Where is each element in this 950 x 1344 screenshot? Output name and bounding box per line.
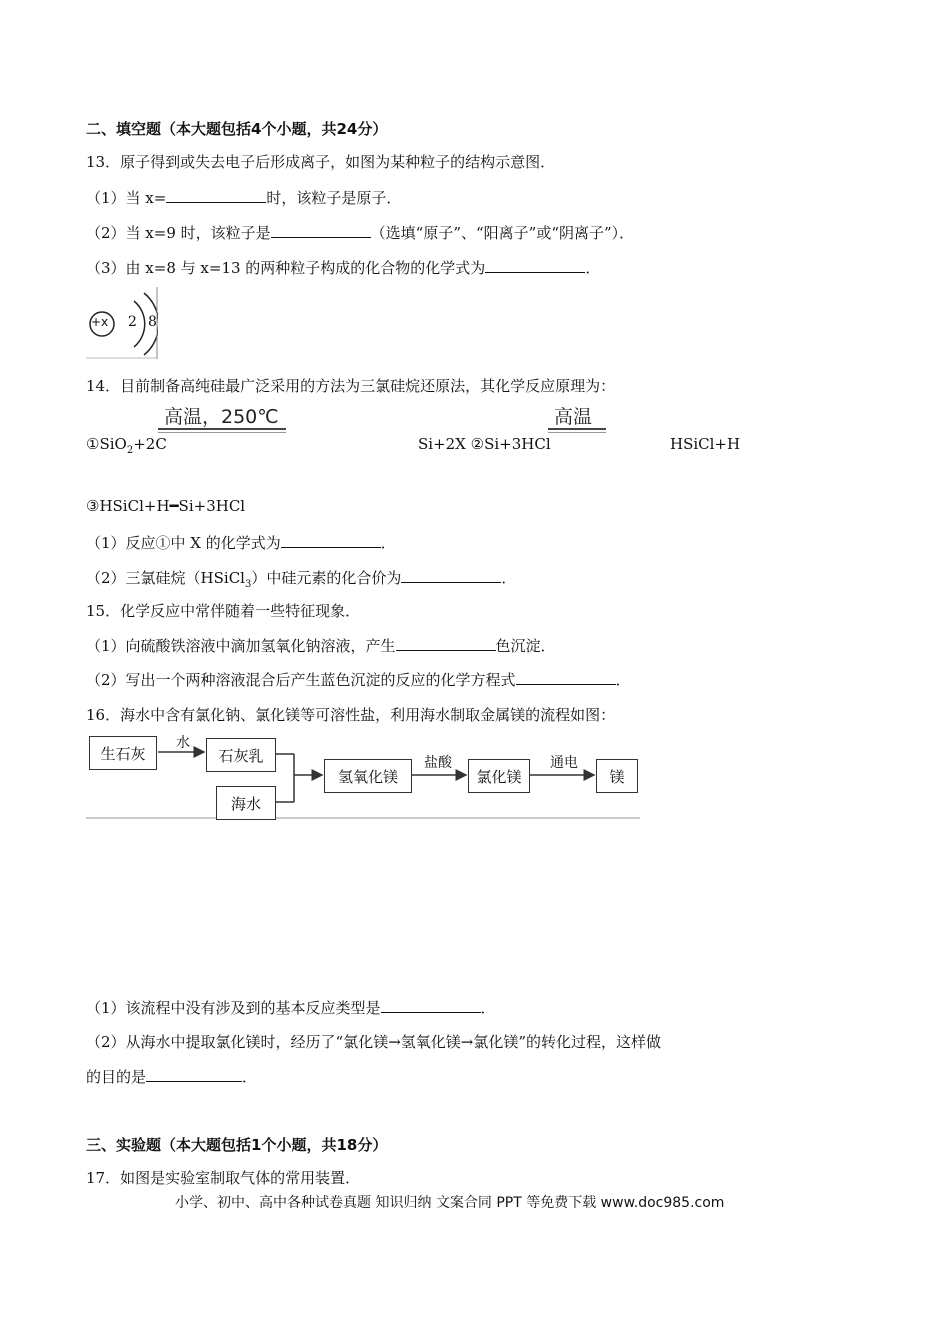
question-13-part-3: （3）由 x=8 与 x=13 的两种粒子构成的化合物的化学式为 ． xyxy=(86,259,601,277)
flow-box-lime-milk: 石灰乳 xyxy=(206,738,276,772)
equation-3: ③HSiCl+H━Si+3HCl xyxy=(86,497,246,515)
question-13-stem: 13．原子得到或失去电子后形成离子，如图为某种粒子的结构示意图． xyxy=(86,153,556,171)
flow-box-seawater: 海水 xyxy=(216,786,276,820)
flow-box-quicklime: 生石灰 xyxy=(89,736,157,770)
equation-1-left: ①SiO$_2$+2C xyxy=(86,435,167,456)
reaction-line-2 xyxy=(548,428,606,430)
section-title: 三、实验题（本大题包括1个小题，共18分） xyxy=(86,1136,388,1154)
reaction-line-2b xyxy=(548,432,606,433)
answer-blank xyxy=(146,1067,242,1082)
atomic-structure-diagram xyxy=(86,287,158,359)
flow-box-magnesium: 镁 xyxy=(596,759,638,793)
question-16-part-2-line-1: （2）从海水中提取氯化镁时，经历了“氯化镁→氢氧化镁→氯化镁”的转化过程，这样做 xyxy=(86,1033,662,1051)
section-title: 二、填空题（本大题包括4个小题，共24分） xyxy=(86,120,388,138)
nucleus-label: +x xyxy=(91,315,109,329)
question-15-part-1: （1）向硫酸铁溶液中滴加氢氧化钠溶液，产生 色沉淀． xyxy=(86,637,556,655)
question-15-part-2: （2）写出一个两种溶液混合后产生蓝色沉淀的反应的化学方程式 ． xyxy=(86,671,631,689)
answer-blank xyxy=(396,636,496,651)
question-16-part-2-line-2: 的目的是 ． xyxy=(86,1068,258,1086)
flow-label-electricity: 通电 xyxy=(550,755,578,771)
shell-2-electrons: 8 xyxy=(148,314,157,330)
question-13-part-1: （1）当 x= 时，该粒子是原子． xyxy=(86,189,402,207)
flow-label-acid: 盐酸 xyxy=(424,755,452,771)
flow-box-mg-hydroxide: 氢氧化镁 xyxy=(324,759,412,793)
question-14-part-2: （2）三氯硅烷（HSiCl$_3$）中硅元素的化合价为 ． xyxy=(86,569,517,590)
reaction-condition-1: 高温，250℃ xyxy=(164,406,279,428)
answer-blank xyxy=(281,533,381,548)
equation-1-right-equation-2-left: Si+2X ②Si+3HCl xyxy=(418,435,551,453)
reaction-line-1b xyxy=(158,432,286,433)
question-15-stem: 15．化学反应中常伴随着一些特征现象． xyxy=(86,602,361,620)
flow-label-water: 水 xyxy=(176,735,190,751)
answer-blank xyxy=(381,998,481,1013)
answer-blank xyxy=(166,188,266,203)
question-17-stem: 17．如图是实验室制取气体的常用装置． xyxy=(86,1169,361,1187)
reaction-condition-2: 高温 xyxy=(554,406,593,428)
question-14-part-1: （1）反应①中 X 的化学式为 ． xyxy=(86,534,396,552)
answer-blank xyxy=(516,670,616,685)
shell-1-electrons: 2 xyxy=(128,314,137,330)
question-16-part-1: （1）该流程中没有涉及到的基本反应类型是 ． xyxy=(86,999,496,1017)
question-14-stem: 14．目前制备高纯硅最广泛采用的方法为三氯硅烷还原法，其化学反应原理为： xyxy=(86,377,616,395)
answer-blank xyxy=(401,568,501,583)
question-13-part-2: （2）当 x=9 时，该粒子是 （选填“原子”、“阳离子”或“阴离子”）． xyxy=(86,224,635,242)
flow-box-mg-chloride: 氯化镁 xyxy=(468,759,530,793)
answer-blank xyxy=(485,258,585,273)
page-footer: 小学、初中、高中各种试卷真题 知识归纳 文案合同 PPT 等免费下载 www.doc985.com xyxy=(175,1195,725,1211)
equation-2-right: HSiCl+H xyxy=(670,435,741,453)
answer-blank xyxy=(271,223,371,238)
reaction-line-1 xyxy=(158,428,286,430)
magnesium-flow-diagram xyxy=(86,732,640,820)
question-16-stem: 16．海水中含有氯化钠、氯化镁等可溶性盐，利用海水制取金属镁的流程如图： xyxy=(86,706,616,724)
